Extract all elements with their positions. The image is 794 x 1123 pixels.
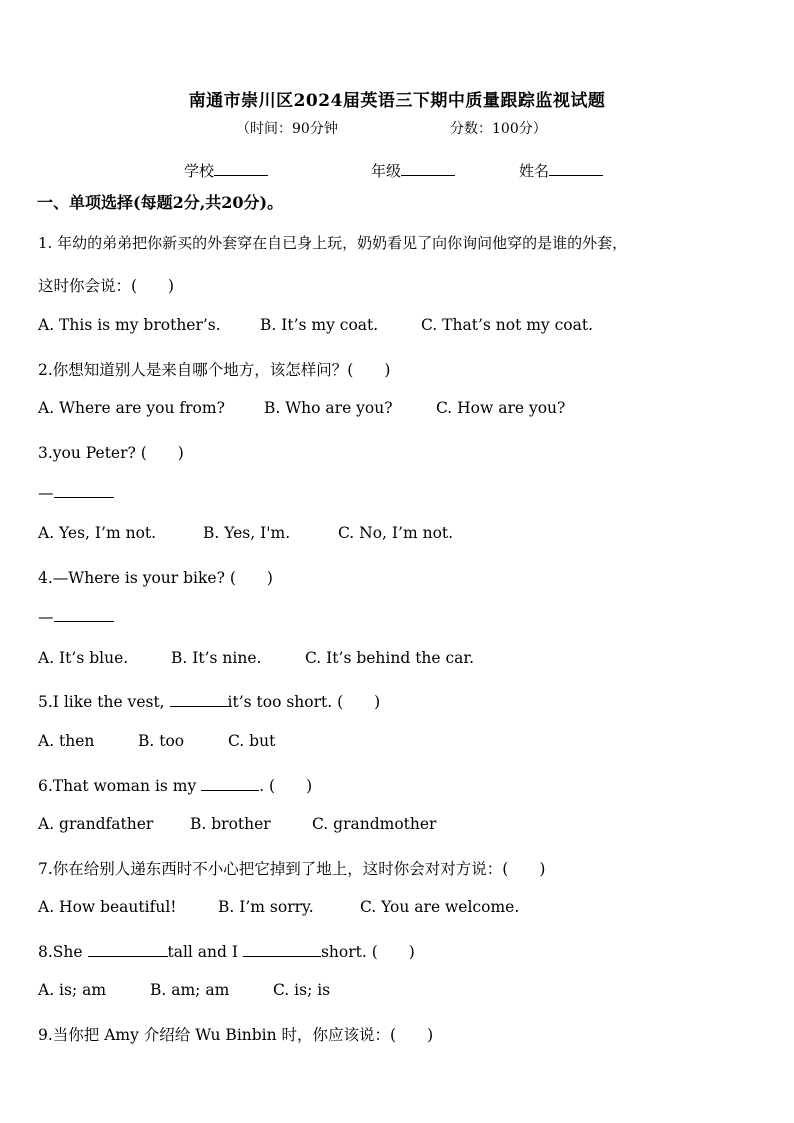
- option-c[interactable]: C. grandmother: [312, 815, 437, 833]
- question-9-stem: 9.当你把 Amy 介绍给 Wu Binbin 时，你应该说：( ): [38, 1026, 434, 1044]
- question-8-options: [38, 981, 331, 999]
- answer-dash: —: [38, 608, 54, 626]
- answer-blank[interactable]: [54, 607, 114, 622]
- grade-blank[interactable]: [401, 161, 455, 176]
- question-8-stem: [38, 940, 415, 962]
- question-1-stem-line2: 这时你会说：( ): [38, 277, 175, 295]
- answer-blank[interactable]: [54, 483, 114, 498]
- answer-blank-2[interactable]: [243, 942, 321, 957]
- stem-before: 6.That woman is my: [38, 777, 202, 795]
- option-a[interactable]: A. It’s blue.: [38, 649, 129, 667]
- question-1-stem-line1: 1. 年幼的弟弟把你新买的外套穿在自已身上玩，奶奶看见了向你询问他穿的是谁的外套，: [38, 234, 628, 252]
- answer-blank[interactable]: [170, 692, 228, 707]
- question-6-stem: [38, 774, 312, 796]
- option-a[interactable]: A. Yes, I’m not.: [38, 524, 157, 542]
- option-b[interactable]: B. Who are you?: [264, 399, 393, 417]
- question-3-answer: [38, 483, 114, 502]
- stem-before: 5.I like the vest,: [38, 693, 170, 711]
- option-a[interactable]: A. This is my brother’s.: [38, 316, 221, 334]
- option-b[interactable]: B. am; am: [150, 981, 230, 999]
- stem-after: . ( ): [259, 777, 313, 795]
- exam-score: 分数：100分）: [450, 121, 547, 137]
- name-field: [519, 160, 603, 181]
- exam-title: 南通市崇川区2024届英语三下期中质量跟踪监视试题: [188, 91, 606, 111]
- question-6-options: [38, 815, 437, 833]
- grade-label: 年级: [371, 162, 402, 180]
- question-1-options: [38, 316, 594, 334]
- question-3-stem: 3.you Peter? ( ): [38, 444, 184, 462]
- stem-part2: tall and I: [167, 943, 243, 961]
- answer-dash: —: [38, 484, 54, 502]
- option-b[interactable]: B. Yes, I'm.: [203, 524, 291, 542]
- question-3-options: [38, 524, 454, 542]
- name-label: 姓名: [519, 162, 550, 180]
- school-label: 学校: [184, 162, 215, 180]
- school-field: [184, 160, 268, 181]
- stem-part1: 8.She: [38, 943, 88, 961]
- answer-blank-1[interactable]: [88, 942, 168, 957]
- exam-time: （时间：90分钟: [236, 121, 338, 137]
- question-4-answer: [38, 607, 114, 626]
- question-2-options: [38, 399, 566, 417]
- question-5-options: [38, 732, 276, 750]
- option-c[interactable]: C. It’s behind the car.: [305, 649, 475, 667]
- school-blank[interactable]: [214, 161, 268, 176]
- option-b[interactable]: B. brother: [190, 815, 271, 833]
- option-a[interactable]: A. grandfather: [38, 815, 154, 833]
- option-c[interactable]: C. but: [228, 732, 276, 750]
- option-a[interactable]: A. then: [38, 732, 95, 750]
- name-blank[interactable]: [549, 161, 603, 176]
- option-a[interactable]: A. is; am: [38, 981, 107, 999]
- question-4-options: [38, 649, 475, 667]
- question-7-options: [38, 898, 520, 916]
- section-heading: 一、单项选择(每题2分,共20分)。: [37, 193, 284, 212]
- question-5-stem: [38, 690, 380, 712]
- question-4-stem: 4.—Where is your bike? ( ): [38, 569, 273, 587]
- option-c[interactable]: C. You are welcome.: [360, 898, 520, 916]
- option-c[interactable]: C. That’s not my coat.: [421, 316, 594, 334]
- option-a[interactable]: A. How beautiful!: [38, 898, 177, 916]
- option-b[interactable]: B. I’m sorry.: [218, 898, 314, 916]
- option-b[interactable]: B. It’s nine.: [171, 649, 262, 667]
- answer-blank[interactable]: [201, 776, 259, 791]
- option-c[interactable]: C. is; is: [273, 981, 331, 999]
- option-c[interactable]: C. No, I’m not.: [338, 524, 454, 542]
- option-c[interactable]: C. How are you?: [436, 399, 566, 417]
- option-b[interactable]: B. too: [138, 732, 185, 750]
- grade-field: [371, 160, 455, 181]
- question-7-stem: 7.你在给别人递东西时不小心把它掉到了地上，这时你会对对方说：( ): [38, 860, 546, 878]
- stem-after: it’s too short. ( ): [227, 693, 381, 711]
- stem-part3: short. ( ): [320, 943, 415, 961]
- option-a[interactable]: A. Where are you from?: [38, 399, 225, 417]
- question-2-stem: 2.你想知道别人是来自哪个地方，该怎样问？( ): [38, 361, 391, 379]
- option-b[interactable]: B. It’s my coat.: [260, 316, 379, 334]
